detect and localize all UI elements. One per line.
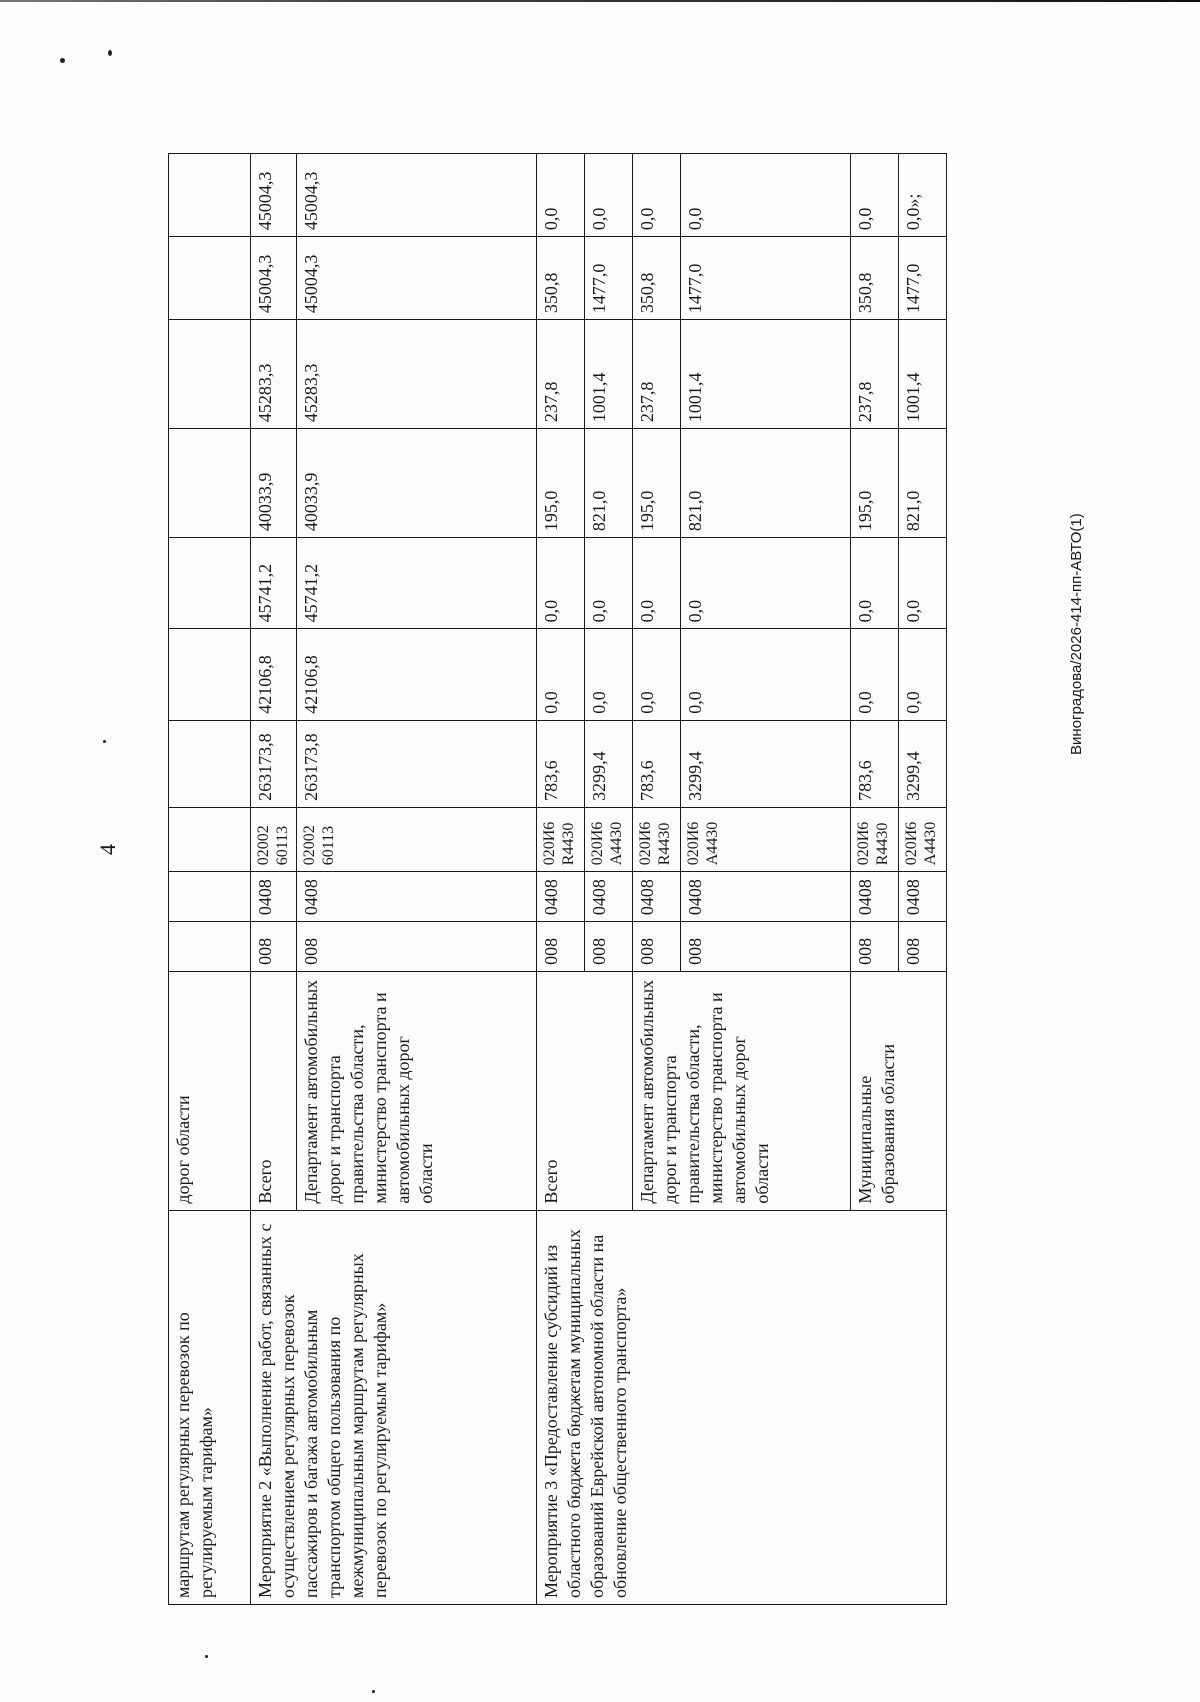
csr-cell: 02002 60113 bbox=[251, 807, 297, 871]
value-cell: 45004,3 bbox=[297, 154, 537, 237]
value-cell: 42106,8 bbox=[251, 629, 297, 720]
value-cell: 263173,8 bbox=[297, 720, 537, 807]
executor-cell: дорог области bbox=[169, 971, 251, 1210]
value-cell: 40033,9 bbox=[251, 429, 297, 538]
value-cell: 0,0 bbox=[633, 538, 681, 629]
rotated-table-wrapper bbox=[168, 153, 947, 1605]
value-cell: 0,0 bbox=[851, 154, 899, 237]
csr-cell: 020И6 R4430 bbox=[633, 807, 681, 871]
csr-cell: 020И6 А4430 bbox=[585, 807, 633, 871]
value-cell: 0,0 bbox=[633, 629, 681, 720]
value-cell: 783,6 bbox=[851, 720, 899, 807]
executor-cell: Муниципальные образования области bbox=[851, 971, 947, 1210]
value-cell: 195,0 bbox=[851, 429, 899, 538]
value-cell: 45283,3 bbox=[297, 320, 537, 429]
value-cell: 350,8 bbox=[851, 237, 899, 320]
value-cell: 350,8 bbox=[633, 237, 681, 320]
value-cell: 0,0 bbox=[537, 629, 585, 720]
value-cell: 45004,3 bbox=[297, 237, 537, 320]
csr-cell: 02002 60113 bbox=[297, 807, 537, 871]
value-cell: 0,0 bbox=[681, 629, 851, 720]
grbs-cell: 008 bbox=[297, 922, 537, 972]
page-number: 4 bbox=[95, 844, 120, 855]
rzpr-cell: 0408 bbox=[681, 872, 851, 922]
value-cell: 45283,3 bbox=[251, 320, 297, 429]
value-cell: 0,0 bbox=[851, 538, 899, 629]
value-cell: 1477,0 bbox=[585, 237, 633, 320]
csr-cell: 020И6 R4430 bbox=[851, 807, 899, 871]
value-cell: 0,0 bbox=[899, 538, 947, 629]
measure-name-cell: Мероприятие 2 «Выполнение работ, связанных с осуществлением регулярных перевозок пассажиров и багажа автомобильным транспортом общего пользования по межмуниципальным маршрутам регулярных перевозок по регулируемым тарифам» bbox=[251, 1210, 537, 1604]
value-cell: 0,0 bbox=[537, 154, 585, 237]
value-cell: 237,8 bbox=[633, 320, 681, 429]
grbs-cell: 008 bbox=[851, 922, 899, 972]
value-cell: 0,0 bbox=[681, 538, 851, 629]
value-cell: 1001,4 bbox=[899, 320, 947, 429]
value-cell: 0,0 bbox=[585, 538, 633, 629]
table-row bbox=[537, 154, 585, 1605]
value-cell: 0,0»; bbox=[899, 154, 947, 237]
value-cell: 0,0 bbox=[633, 154, 681, 237]
value-cell: 45741,2 bbox=[251, 538, 297, 629]
measure-name-cell: маршрутам регулярных перевозок по регулируемым тарифам» bbox=[169, 1210, 251, 1604]
document-code: Виноградова/2026-414-пп-АВТО(1) bbox=[1068, 513, 1085, 755]
csr-cell: 020И6 R4430 bbox=[537, 807, 585, 871]
value-cell: 263173,8 bbox=[251, 720, 297, 807]
scan-edge bbox=[0, 0, 1200, 2]
value-cell: 783,6 bbox=[633, 720, 681, 807]
value-cell: 1001,4 bbox=[681, 320, 851, 429]
value-cell: 1477,0 bbox=[899, 237, 947, 320]
rzpr-cell: 0408 bbox=[851, 872, 899, 922]
value-cell: 45741,2 bbox=[297, 538, 537, 629]
grbs-cell: 008 bbox=[633, 922, 681, 972]
grbs-cell: 008 bbox=[585, 922, 633, 972]
csr-cell: 020И6 А4430 bbox=[899, 807, 947, 871]
scan-speck bbox=[372, 1690, 375, 1693]
table-row bbox=[169, 154, 251, 1605]
value-cell: 0,0 bbox=[585, 154, 633, 237]
executor-cell: Всего bbox=[537, 971, 633, 1210]
scan-speck bbox=[108, 50, 112, 56]
scan-speck bbox=[205, 1655, 208, 1658]
rzpr-cell: 0408 bbox=[251, 872, 297, 922]
grbs-cell: 008 bbox=[251, 922, 297, 972]
value-cell: 3299,4 bbox=[585, 720, 633, 807]
csr-cell: 020И6 А4430 bbox=[681, 807, 851, 871]
value-cell: 0,0 bbox=[899, 629, 947, 720]
scan-speck bbox=[103, 740, 106, 743]
grbs-cell: 008 bbox=[537, 922, 585, 972]
value-cell: 821,0 bbox=[585, 429, 633, 538]
rzpr-cell: 0408 bbox=[633, 872, 681, 922]
scan-speck bbox=[60, 58, 65, 63]
value-cell: 1001,4 bbox=[585, 320, 633, 429]
rzpr-cell: 0408 bbox=[899, 872, 947, 922]
value-cell: 0,0 bbox=[681, 154, 851, 237]
value-cell: 350,8 bbox=[537, 237, 585, 320]
value-cell: 1477,0 bbox=[681, 237, 851, 320]
value-cell: 783,6 bbox=[537, 720, 585, 807]
value-cell: 195,0 bbox=[633, 429, 681, 538]
executor-cell: Всего bbox=[251, 971, 297, 1210]
value-cell: 42106,8 bbox=[297, 629, 537, 720]
rzpr-cell: 0408 bbox=[297, 872, 537, 922]
value-cell: 237,8 bbox=[537, 320, 585, 429]
value-cell: 0,0 bbox=[851, 629, 899, 720]
table-row bbox=[251, 154, 297, 1605]
value-cell: 45004,3 bbox=[251, 237, 297, 320]
rzpr-cell: 0408 bbox=[585, 872, 633, 922]
value-cell: 3299,4 bbox=[681, 720, 851, 807]
value-cell: 821,0 bbox=[681, 429, 851, 538]
budget-table bbox=[168, 153, 947, 1605]
grbs-cell: 008 bbox=[899, 922, 947, 972]
value-cell: 3299,4 bbox=[899, 720, 947, 807]
value-cell: 821,0 bbox=[899, 429, 947, 538]
grbs-cell: 008 bbox=[681, 922, 851, 972]
value-cell: 0,0 bbox=[585, 629, 633, 720]
rzpr-cell: 0408 bbox=[537, 872, 585, 922]
value-cell: 195,0 bbox=[537, 429, 585, 538]
value-cell: 237,8 bbox=[851, 320, 899, 429]
executor-cell: Департамент автомобильных дорог и транспорта правительства области, министерство транспорта и автомобильных дорог области bbox=[633, 971, 851, 1210]
executor-cell: Департамент автомобильных дорог и транспорта правительства области, министерство транспорта и автомобильных дорог области bbox=[297, 971, 537, 1210]
value-cell: 40033,9 bbox=[297, 429, 537, 538]
value-cell: 0,0 bbox=[537, 538, 585, 629]
value-cell: 45004,3 bbox=[251, 154, 297, 237]
measure-name-cell: Мероприятие 3 «Предоставление субсидий из областного бюджета бюджетам муниципальных образований Еврейской автономной области на обновление общественного транспорта» bbox=[537, 1210, 947, 1604]
